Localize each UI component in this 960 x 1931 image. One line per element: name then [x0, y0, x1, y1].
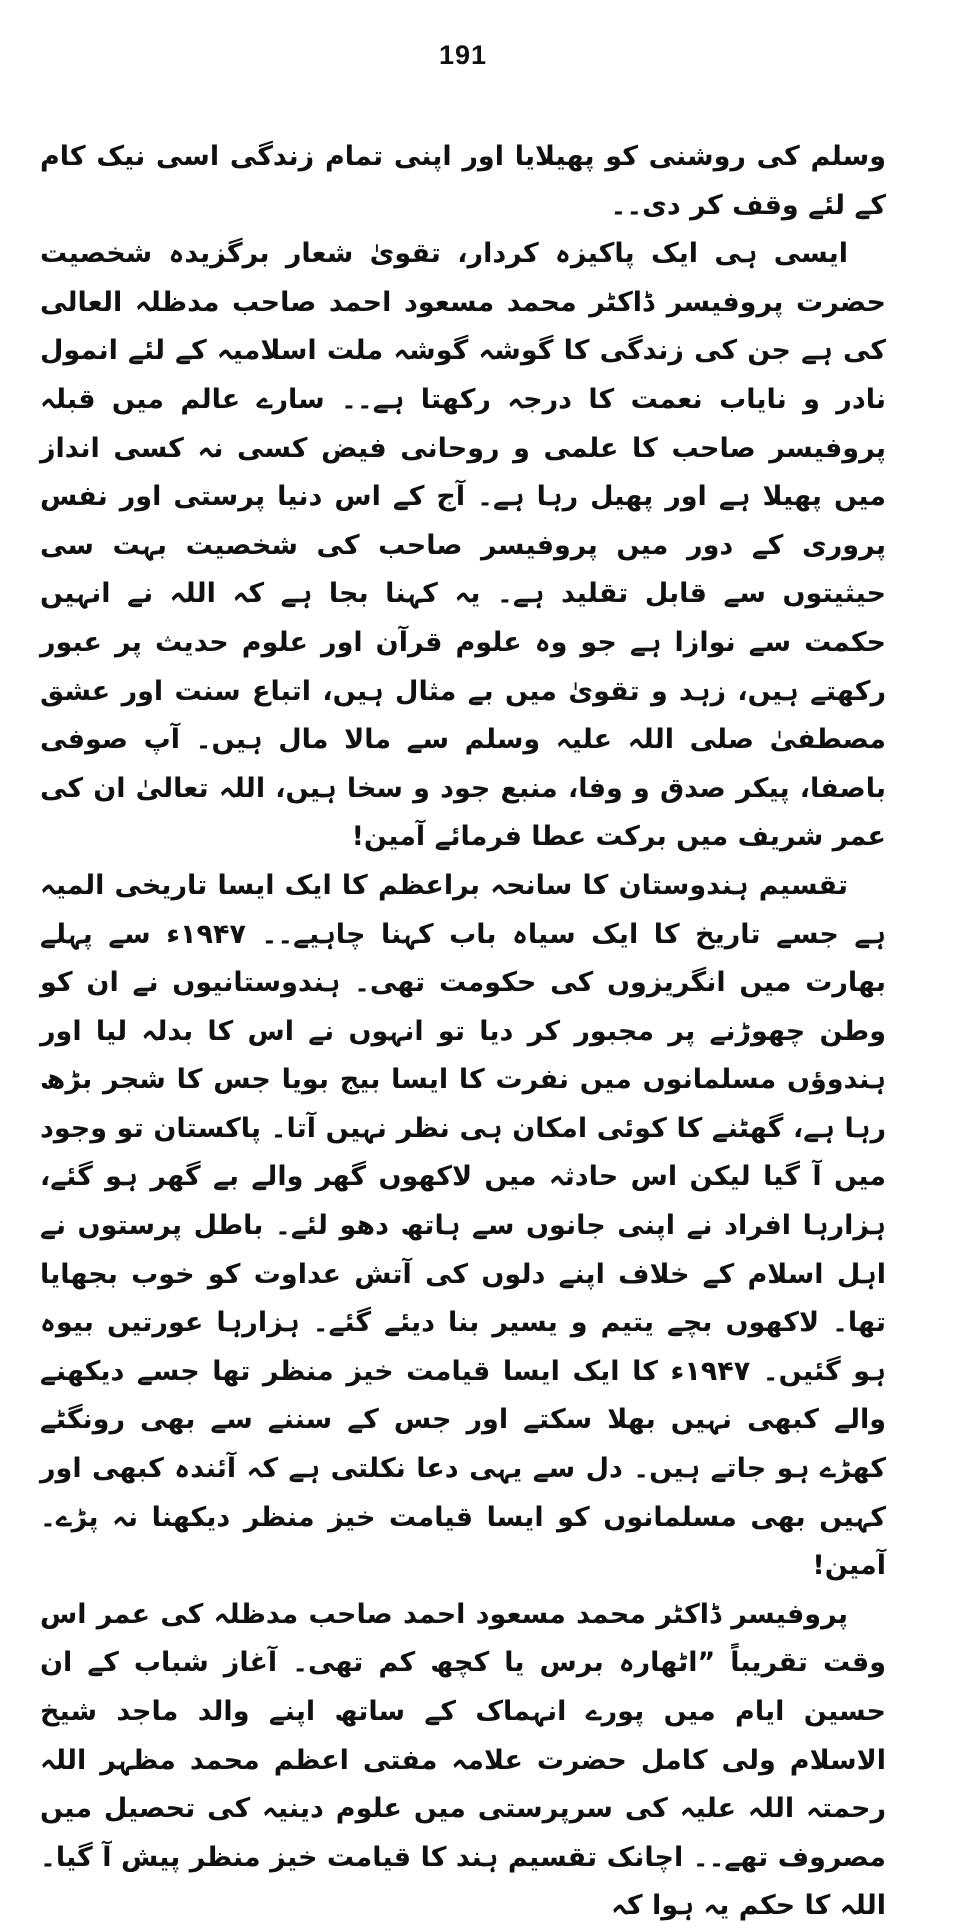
paragraph: ایسی ہی ایک پاکیزہ کردار، تقویٰ شعار برگزیدہ شخصیت حضرت پروفیسر ڈاکٹر محمد مسعود احمد صاحب مدظلہ العالی کی ہے جن کی زندگی کا گوشہ گوشہ ملت اسلامیہ کے لئے انمول نادر و نایاب نعمت کا درجہ رکھتا ہے۔۔ سارے عالم میں قبلہ پروفیسر صاحب کا علمی و روحانی فیض کسی نہ کسی انداز میں پھیلا ہے اور پھیل رہا ہے۔ آج کے اس دنیا پرستی اور نفس پروری کے دور میں پروفیسر صاحب کی شخصیت بہت سی حیثیتوں سے قابل تقلید ہے۔ یہ کہنا بجا ہے کہ اللہ نے انہیں حکمت سے نوازا ہے جو وہ علوم قرآن اور علوم حدیث پر عبور رکھتے ہیں، زہد و تقویٰ میں بے مثال ہیں، اتباع سنت اور عشق مصطفیٰ صلی اللہ علیہ وسلم سے مالا مال ہیں۔ آپ صوفی باصفا، پیکر صدق و وفا، منبع جود و سخا ہیں، اللہ تعالیٰ ان کی عمر شریف میں برکت عطا فرمائے آمین! — [40, 238, 887, 853]
paragraph: پروفیسر ڈاکٹر محمد مسعود احمد صاحب مدظلہ کی عمر اس وقت تقریباً ”اٹھارہ برس یا کچھ کم تھی۔ آغاز شباب کے ان حسین ایام میں پورے انہماک کے ساتھ اپنے والد ماجد شیخ الاسلام ولی کامل حضرت علامہ مفتی اعظم محمد مظہر اللہ رحمتہ اللہ علیہ کی سرپرستی میں علوم دینیہ کی تحصیل میں مصروف تھے۔۔ اچانک تقسیم ہند کا قیامت خیز منظر پیش آ گیا۔ اللہ کا حکم یہ ہوا کہ — [40, 1598, 886, 1922]
body-text — [40, 133, 886, 1931]
paragraph: وسلم کی روشنی کو پھیلایا اور اپنی تمام زندگی اسی نیک کام کے لئے وقف کر دی۔۔ — [40, 141, 886, 221]
page-number: 191 — [438, 40, 488, 70]
paragraph: تقسیم ہندوستان کا سانحہ براعظم کا ایک ایسا تاریخی المیہ ہے جسے تاریخ کا ایک سیاہ باب کہنا چاہیے۔۔ ۱۹۴۷ء سے پہلے بھارت میں انگریزوں کی حکومت تھی۔ ہندوستانیوں نے ان کو وطن چھوڑنے پر مجبور کر دیا تو انہوں نے اس کا بدلہ لیا اور ہندوؤں مسلمانوں میں نفرت کا ایسا بیج بویا جس کا شجر بڑھ رہا ہے، گھٹنے کا کوئی امکان ہی نظر نہیں آتا۔ پاکستان تو وجود میں آ گیا لیکن اس حادثہ میں لاکھوں گھر والے بے گھر ہو گئے، ہزارہا افراد نے اپنی جانوں سے ہاتھ دھو لئے۔ باطل پرستوں نے اہل اسلام کے خلاف اپنے دلوں کی آتش عداوت کو خوب بجھایا تھا۔ لاکھوں بچے یتیم و یسیر بنا دیئے گئے۔ ہزارہا عورتیں بیوہ ہو گئیں۔ ۱۹۴۷ء کا ایک ایسا قیامت خیز منظر تھا جسے دیکھنے والے کبھی نہیں بھلا سکتے اور جس کے سننے سے بھی رونگٹے کھڑے ہو جاتے ہیں۔ دل سے یہی دعا نکلتی ہے کہ آئندہ کبھی اور کہیں بھی مسلمانوں کو ایسا قیامت خیز منظر دیکھنا نہ پڑے۔ آمین! — [40, 869, 886, 1582]
